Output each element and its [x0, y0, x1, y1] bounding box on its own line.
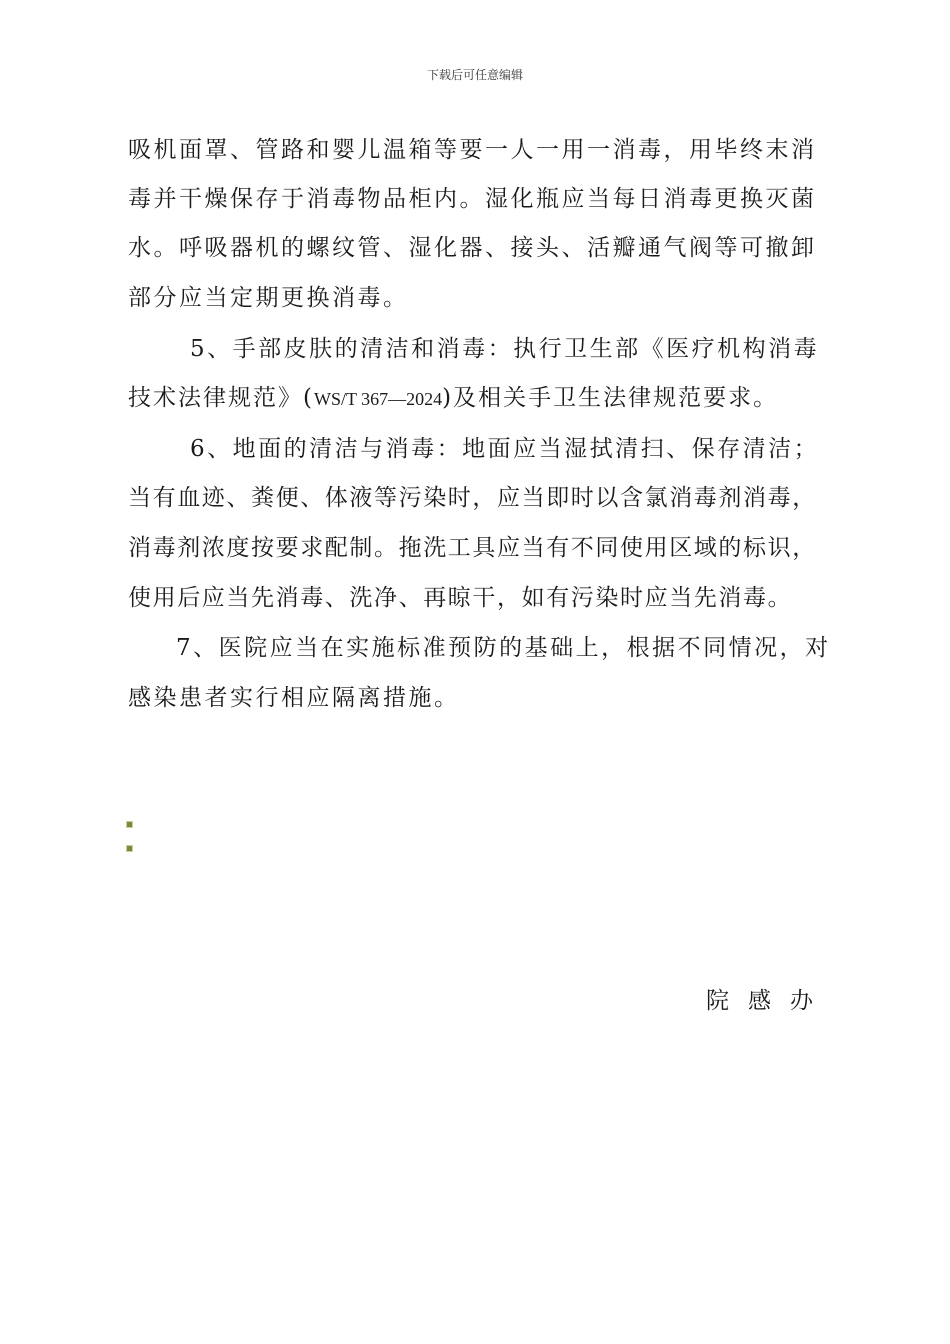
- signature: 院感办: [706, 988, 832, 1014]
- bullet-marker: [126, 845, 133, 852]
- bullet-marker: [126, 821, 133, 828]
- paragraph-line: 感染患者实行相应隔离措施。: [128, 685, 460, 711]
- paragraph-line: 水。呼吸器机的螺纹管、湿化器、接头、活瓣通气阀等可撤卸: [128, 235, 817, 261]
- paragraph-line: [128, 383, 778, 414]
- paragraph-line: 5、手部皮肤的清洁和消毒：执行卫生部《医疗机构消毒: [190, 336, 820, 362]
- paragraph-line: 6、地面的清洁与消毒：地面应当湿拭清扫、保存清洁；: [190, 436, 820, 462]
- paragraph-line: 消毒剂浓度按要求配制。拖洗工具应当有不同使用区域的标识，: [128, 535, 817, 561]
- paragraph-line: 7、医院应当在实施标准预防的基础上，根据不同情况，对: [176, 635, 831, 661]
- paragraph-line: 使用后应当先消毒、洗净、再晾干，如有污染时应当先消毒。: [128, 585, 793, 611]
- paragraph-line: 吸机面罩、管路和婴儿温箱等要一人一用一消毒，用毕终末消: [128, 137, 817, 163]
- paragraph-text: 技术法律规范》(: [128, 385, 314, 411]
- paragraph-line: 毒并干燥保存于消毒物品柜内。湿化瓶应当每日消毒更换灭菌: [128, 186, 817, 212]
- paragraph-line: 部分应当定期更换消毒。: [128, 285, 409, 311]
- standard-code: WS/T 367—2024: [313, 389, 443, 409]
- page-header: 下载后可任意编辑: [426, 68, 523, 82]
- paragraph-line: 当有血迹、粪便、体液等污染时，应当即时以含氯消毒剂消毒，: [128, 485, 817, 511]
- paragraph-text: )及相关手卫生法律规范要求。: [442, 385, 779, 411]
